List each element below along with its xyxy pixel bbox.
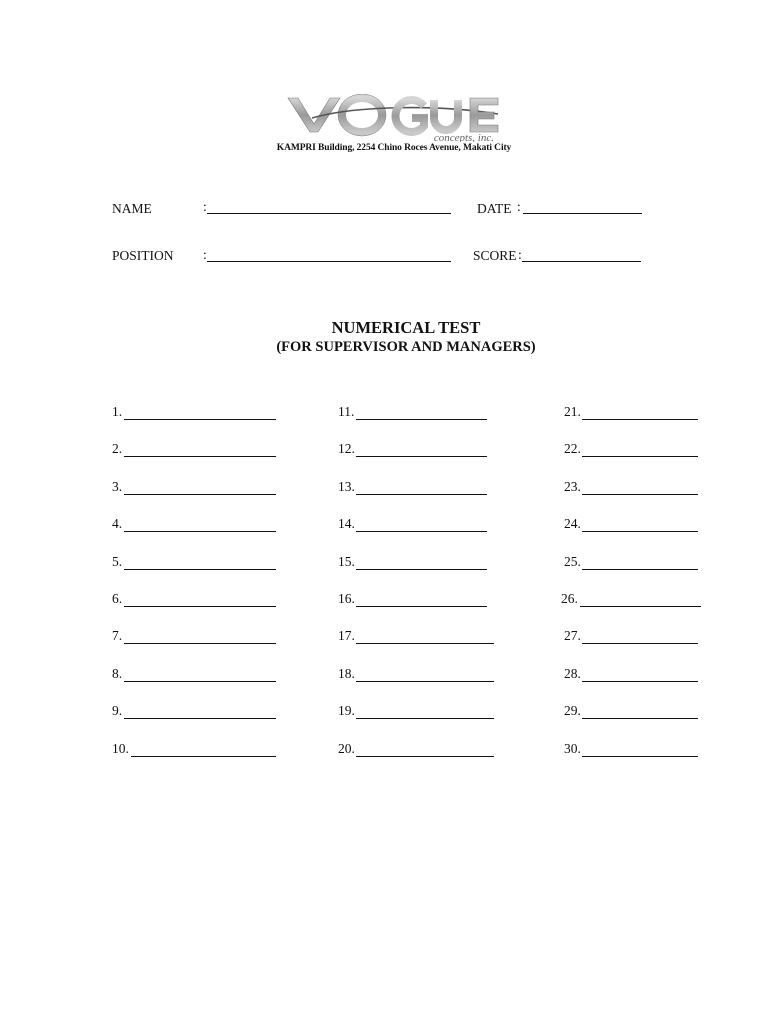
answer-line (582, 531, 698, 532)
answer-item-25[interactable] (564, 554, 698, 572)
answer-line (582, 419, 698, 420)
answer-line (124, 606, 276, 607)
answer-line (582, 756, 698, 757)
answer-line (124, 643, 276, 644)
answer-number: 10. (112, 740, 129, 756)
answer-number: 9. (112, 703, 123, 719)
answer-item-3[interactable] (112, 479, 276, 497)
position-separator: : (203, 247, 207, 262)
answer-number: 20. (338, 740, 355, 756)
answer-number: 13. (338, 478, 355, 494)
answer-line (580, 606, 701, 607)
answer-line (356, 606, 487, 607)
answer-number: 23. (564, 478, 581, 494)
answer-line (124, 569, 276, 570)
answer-item-1[interactable] (112, 404, 276, 422)
answer-item-6[interactable] (112, 591, 276, 609)
vogue-logo-graphic (284, 94, 508, 142)
answer-number: 27. (564, 628, 581, 644)
answer-number: 16. (338, 591, 355, 606)
answer-line (582, 718, 698, 719)
score-line (522, 261, 641, 262)
answer-number: 17. (338, 628, 355, 644)
answer-item-12[interactable] (338, 441, 487, 459)
answer-item-5[interactable] (112, 554, 276, 572)
answer-item-16[interactable] (338, 591, 487, 609)
answer-line (124, 456, 276, 457)
answer-item-21[interactable] (564, 404, 698, 422)
answer-item-30[interactable] (564, 741, 698, 759)
answer-item-20[interactable] (338, 741, 494, 759)
answer-line (124, 494, 276, 495)
answer-number: 11. (338, 404, 355, 419)
answer-item-8[interactable] (112, 666, 276, 684)
answer-line (356, 756, 494, 757)
answer-line (124, 718, 276, 719)
answer-item-22[interactable] (564, 441, 698, 459)
answer-number: 21. (564, 404, 581, 419)
answer-item-4[interactable] (112, 516, 276, 534)
answer-line (356, 494, 487, 495)
answer-item-17[interactable] (338, 628, 494, 646)
answer-item-14[interactable] (338, 516, 487, 534)
answer-number: 19. (338, 703, 355, 719)
name-separator: : (203, 199, 207, 214)
answer-item-15[interactable] (338, 554, 487, 572)
answer-item-23[interactable] (564, 479, 698, 497)
score-separator: : (518, 247, 522, 262)
answer-line (356, 569, 487, 570)
answer-line (356, 718, 494, 719)
answer-number: 7. (112, 628, 123, 644)
answer-item-9[interactable] (112, 703, 276, 721)
position-label: POSITION (112, 248, 174, 263)
answer-number: 3. (112, 478, 123, 494)
position-line (207, 261, 451, 262)
test-subtitle: (FOR SUPERVISOR AND MANAGERS) (276, 339, 536, 355)
score-label: SCORE (473, 248, 517, 263)
answer-number: 14. (338, 516, 355, 532)
answer-number: 1. (112, 404, 123, 419)
answer-line (356, 456, 487, 457)
answer-item-27[interactable] (564, 628, 698, 646)
answer-number: 29. (564, 703, 581, 719)
answer-line (356, 531, 487, 532)
date-label: DATE (477, 201, 512, 216)
answer-item-11[interactable] (338, 404, 487, 422)
answer-line (124, 681, 276, 682)
answer-number: 18. (338, 665, 355, 681)
answer-number: 12. (338, 441, 355, 457)
answer-number: 4. (112, 516, 123, 532)
company-address: KAMPRI Building, 2254 Chino Roces Avenue, Makati City (276, 143, 512, 153)
answer-number: 25. (564, 553, 581, 569)
answer-line (582, 569, 698, 570)
answer-number: 8. (112, 665, 123, 681)
answer-number: 15. (338, 553, 355, 569)
answer-item-18[interactable] (338, 666, 494, 684)
answer-item-13[interactable] (338, 479, 487, 497)
answer-number: 2. (112, 441, 123, 457)
answer-line (582, 456, 698, 457)
answer-line (582, 494, 698, 495)
answer-number: 28. (564, 665, 581, 681)
answer-number: 6. (112, 591, 123, 606)
answer-item-26[interactable] (561, 591, 701, 609)
answer-number: 22. (564, 441, 581, 457)
answer-number: 24. (564, 516, 581, 532)
answer-item-2[interactable] (112, 441, 276, 459)
answer-item-7[interactable] (112, 628, 276, 646)
answer-line (124, 419, 276, 420)
answer-number: 5. (112, 553, 123, 569)
answer-item-19[interactable] (338, 703, 494, 721)
answer-line (356, 419, 487, 420)
answer-line (582, 681, 698, 682)
answer-line (356, 681, 494, 682)
date-separator: : (517, 199, 521, 214)
answer-item-29[interactable] (564, 703, 698, 721)
answer-item-24[interactable] (564, 516, 698, 534)
answer-item-28[interactable] (564, 666, 698, 684)
answer-line (124, 531, 276, 532)
vogue-logo (284, 94, 508, 142)
answer-line (356, 643, 494, 644)
answer-item-10[interactable] (112, 741, 276, 759)
test-title: NUMERICAL TEST (331, 318, 481, 337)
date-line (523, 213, 642, 214)
answer-number: 26. (561, 591, 578, 606)
logo-tagline: concepts, inc. (433, 132, 494, 142)
name-line (207, 213, 451, 214)
name-label: NAME (112, 201, 152, 216)
answer-number: 30. (564, 740, 581, 756)
answer-line (582, 643, 698, 644)
answer-line (131, 756, 276, 757)
